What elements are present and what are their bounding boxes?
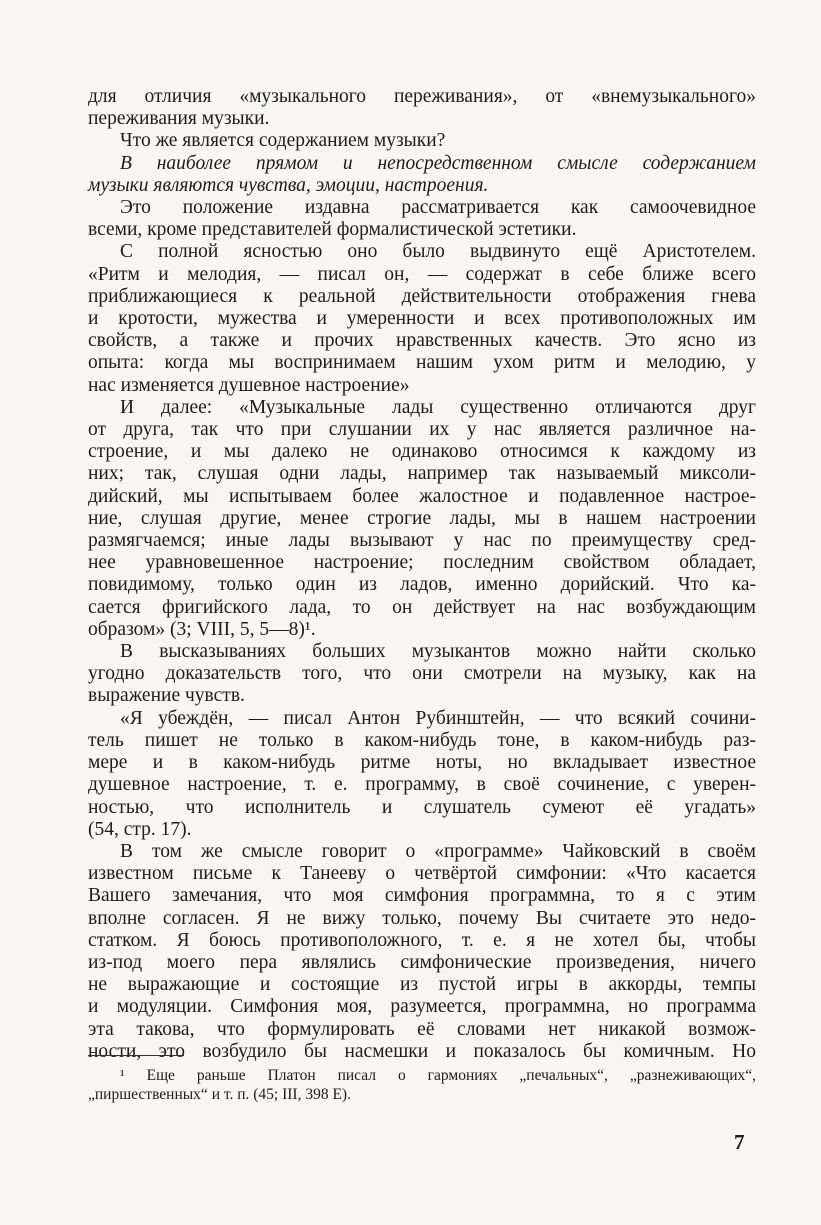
footnote-line: ¹ Еще раньше Платон писал о гармониях „печальных“, „разнеживающих“, [120,1067,756,1084]
footnote-divider [88,1055,184,1056]
text-line: них; так, слушая одни лады, например так называемый миксоли- [88,463,756,485]
text-line: ние, слушая другие, менее строгие лады, мы в нашем настроении [88,507,756,529]
text-line: И далее: «Музыкальные лады существенно отличаются друг [120,396,756,418]
text-line: всеми, кроме представителей формалистической эстетики. [88,219,577,241]
text-line: эта такова, что формулировать её словами нет никакой возмож- [88,1018,756,1040]
text-line: от друга, так что при слушании их у нас является различное на- [88,419,756,441]
text-line: не выражающие и состоящие из пустой игры в аккорды, темпы [88,974,756,996]
text-line: образом» (3; VIII, 5, 5—8)¹. [88,618,316,640]
text-line: душевное настроение, т. е. программу, в своё сочинение, с уверен- [88,774,756,796]
text-line: В том же смысле говорит о «программе» Чайковский в своём [120,840,756,862]
footnote-line: „пиршественных“ и т. п. (45; III, 398 E). [88,1086,351,1103]
text-line: С полной ясностью оно было выдвинуто ещё Аристотелем. [120,241,756,263]
text-line: строение, и мы далеко не одинаково относимся к каждому из [88,441,756,463]
text-line: размягчаемся; иные лады вызывают у нас по преимуществу сред- [88,530,756,552]
text-line: «Я убеждён, — писал Антон Рубинштейн, — что всякий сочини- [120,707,756,729]
text-line: выражение чувств. [88,685,245,707]
text-line: Что же является содержанием музыки? [120,130,446,152]
text-line: «Ритм и мелодия, — писал он, — содержат в себе ближе всего [88,263,756,285]
main-text [88,86,756,1063]
text-line: мере и в каком-нибудь ритме ноты, но вкладывает известное [88,752,756,774]
page-number: 7 [734,1130,745,1154]
text-line: музыки являются чувства, эмоции, настроения. [88,174,489,196]
text-line: для отличия «музыкального переживания», от «внемузыкального» [88,86,756,107]
text-line: свойств, а также и прочих нравственных качеств. Это ясно из [88,330,756,352]
text-line: и модуляции. Симфония моя, разумеется, программна, но программа [88,996,756,1018]
text-line: Это положение издавна рассматривается как самоочевидное [120,197,756,219]
text-line: угодно доказательств того, что они смотрели на музыку, как на [88,663,756,685]
text-line: (54, стр. 17). [88,818,192,840]
text-line: нее уравновешенное настроение; последним свойством обладает, [88,552,756,574]
text-line: ности, это возбудило бы насмешки и показалось бы комичным. Но [88,1040,756,1062]
text-line: вполне согласен. Я не вижу только, почему Вы считаете это недо- [88,907,756,929]
text-line: Вашего замечания, что моя симфония программна, то я с этим [88,885,756,907]
text-line: дийский, мы испытываем более жалостное и подавленное настрое- [88,485,756,507]
text-line: статком. Я боюсь противоположного, т. е. я не хотел бы, чтобы [88,929,756,951]
text-line: и кротости, мужества и умеренности и всех противоположных им [88,308,756,330]
text-line: приближающиеся к реальной действительности отображения гнева [88,285,756,307]
text-line: В наиболее прямом и непосредственном смысле содержанием [120,152,756,174]
text-line: повидимому, только один из ладов, именно дорийский. Что ка- [88,574,756,596]
text-line: из-под моего пера являлись симфонические произведения, ничего [88,951,756,973]
text-line: нас изменяется душевное настроение» [88,374,410,396]
text-line: В высказываниях больших музыкантов можно найти сколько [120,641,756,663]
text-line: сается фригийского лада, то он действует на нас возбуждающим [88,596,756,618]
text-line: опыта: когда мы воспринимаем нашим ухом ритм и мелодию, у [88,352,756,374]
text-line: тель пишет не только в каком-нибудь тоне, в каком-нибудь раз- [88,729,756,751]
text-line: переживания музыки. [88,108,270,130]
footnote [88,1066,756,1104]
text-line: ностью, что исполнитель и слушатель сумеют её угадать» [88,796,756,818]
text-line: известном письме к Танееву о четвёртой симфонии: «Что касается [88,863,756,885]
